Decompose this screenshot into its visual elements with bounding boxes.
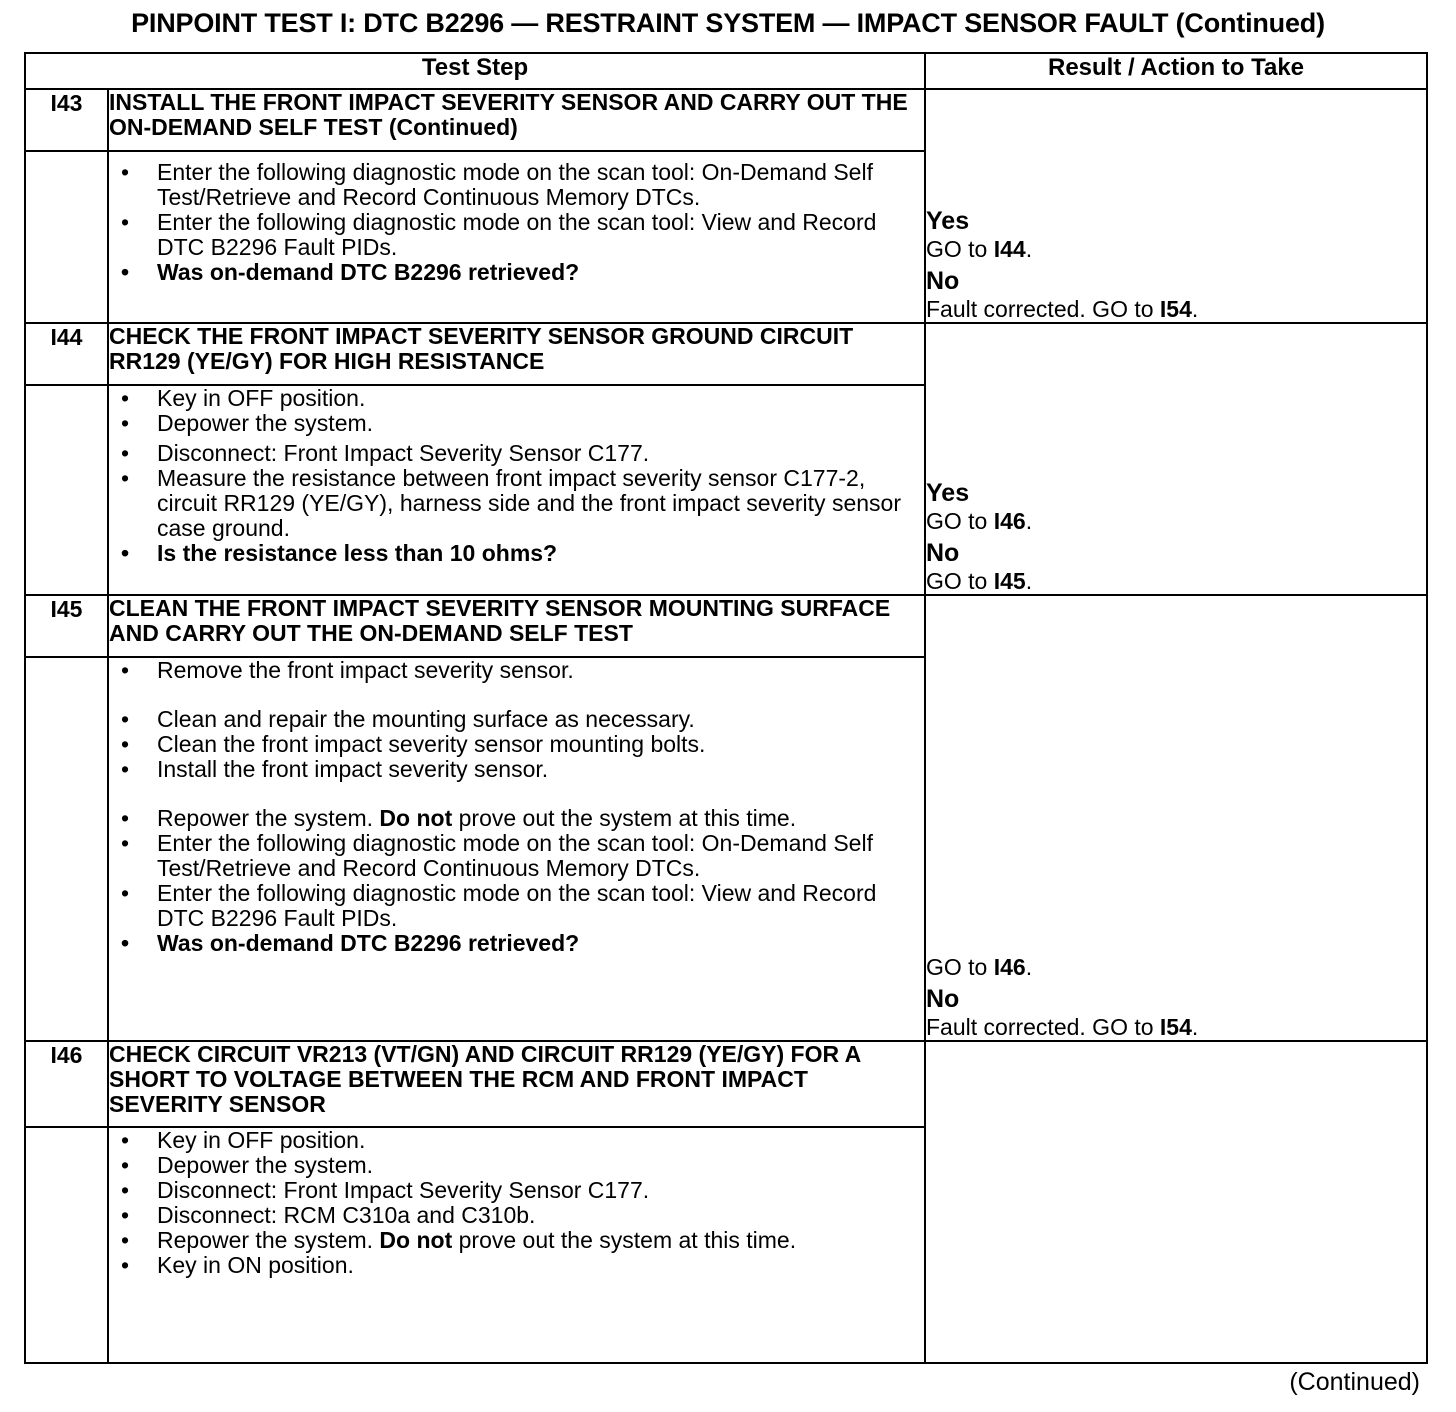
list-item: • Measure the resistance between front impact severity sensor C177-2, circuit RR129 (YE/GY), harness side and the front impact severity sensor case ground. (157, 466, 924, 541)
step-body-i45 (108, 657, 925, 1041)
step-ref-link[interactable]: I44 (993, 236, 1026, 262)
step-title-i43: INSTALL THE FRONT IMPACT SEVERITY SENSOR AND CARRY OUT THE ON-DEMAND SELF TEST (Continued) (108, 89, 925, 151)
step-ref-link[interactable]: I54 (1159, 296, 1192, 322)
list-item: • Repower the system. Do not prove out the system at this time. (157, 1228, 924, 1253)
list-item: • Key in ON position. (157, 1253, 924, 1278)
result-yes-action: GO to I46. (926, 954, 1033, 980)
result-no-label: No (926, 539, 960, 567)
step-ref-link[interactable]: I54 (1159, 1014, 1192, 1040)
header-test-step: Test Step (25, 53, 925, 89)
continued-footer: (Continued) (1289, 1368, 1420, 1396)
result-yes-label: Yes (926, 207, 970, 235)
step-body-i44 (108, 385, 925, 595)
list-item: • Key in OFF position. (157, 1128, 924, 1153)
result-no-label: No (926, 267, 960, 295)
list-item: • Is the resistance less than 10 ohms? (157, 541, 924, 566)
result-no-action: GO to I45. (926, 568, 1033, 594)
step-number-i43: I43 (25, 89, 108, 151)
step-number-i46: I46 (25, 1041, 108, 1127)
result-yes-action: GO to I44. (926, 236, 1033, 262)
step-title-i46: CHECK CIRCUIT VR213 (VT/GN) AND CIRCUIT RR129 (YE/GY) FOR A SHORT TO VOLTAGE BETWEEN THE RCM AND FRONT IMPACT SEVERITY SENSOR (108, 1041, 925, 1127)
step-number-i44: I44 (25, 323, 108, 385)
step-body-i46 (108, 1127, 925, 1363)
step-title-i45: CLEAN THE FRONT IMPACT SEVERITY SENSOR MOUNTING SURFACE AND CARRY OUT THE ON-DEMAND SELF TEST (108, 595, 925, 657)
header-result-action: Result / Action to Take (925, 53, 1427, 89)
list-item: • Enter the following diagnostic mode on the scan tool: View and Record DTC B2296 Fault PIDs. (157, 210, 924, 260)
result-yes-label: Yes (926, 479, 970, 507)
result-no-action: Fault corrected. GO to I54. (926, 296, 1199, 322)
list-item: • Repower the system. Do not prove out the system at this time. (157, 806, 924, 831)
list-item: • Clean the front impact severity sensor mounting bolts. (157, 732, 924, 757)
step-body-i43 (108, 151, 925, 323)
step-result-i46 (925, 1041, 1427, 1363)
list-item: • Disconnect: Front Impact Severity Sensor C177. (157, 441, 924, 466)
list-item: • Depower the system. (157, 411, 924, 436)
list-item: • Clean and repair the mounting surface as necessary. (157, 707, 924, 732)
page-title: PINPOINT TEST I: DTC B2296 — RESTRAINT SYSTEM — IMPACT SENSOR FAULT (Continued) (131, 8, 1325, 38)
list-item: • Enter the following diagnostic mode on the scan tool: On-Demand Self Test/Retrieve and Record Continuous Memory DTCs. (157, 831, 924, 881)
list-item: • Disconnect: Front Impact Severity Sensor C177. (157, 1178, 924, 1203)
list-item: • Depower the system. (157, 1153, 924, 1178)
step-ref-link[interactable]: I45 (993, 568, 1026, 594)
list-item: • Was on-demand DTC B2296 retrieved? (157, 931, 924, 956)
list-item: • Key in OFF position. (157, 386, 924, 411)
step-result-i43 (925, 89, 1427, 323)
step-result-i44 (925, 323, 1427, 595)
step-title-i44: CHECK THE FRONT IMPACT SEVERITY SENSOR GROUND CIRCUIT RR129 (YE/GY) FOR HIGH RESISTANCE (108, 323, 925, 385)
list-item: • Enter the following diagnostic mode on the scan tool: View and Record DTC B2296 Fault PIDs. (157, 881, 924, 931)
step-ref-link[interactable]: I46 (993, 954, 1026, 980)
pinpoint-test-table (24, 52, 1428, 1364)
list-item: • Disconnect: RCM C310a and C310b. (157, 1203, 924, 1228)
result-yes-action: GO to I46. (926, 508, 1033, 534)
result-no-label: No (926, 985, 960, 1013)
list-item: • Install the front impact severity sensor. (157, 757, 924, 782)
result-no-action: Fault corrected. GO to I54. (926, 1014, 1199, 1040)
step-ref-link[interactable]: I46 (993, 508, 1026, 534)
step-number-i45: I45 (25, 595, 108, 657)
list-item: • Enter the following diagnostic mode on the scan tool: On-Demand Self Test/Retrieve and Record Continuous Memory DTCs. (157, 160, 924, 210)
list-item: • Remove the front impact severity sensor. (157, 658, 924, 683)
list-item: • Was on-demand DTC B2296 retrieved? (157, 260, 924, 285)
step-result-i45 (925, 595, 1427, 1041)
